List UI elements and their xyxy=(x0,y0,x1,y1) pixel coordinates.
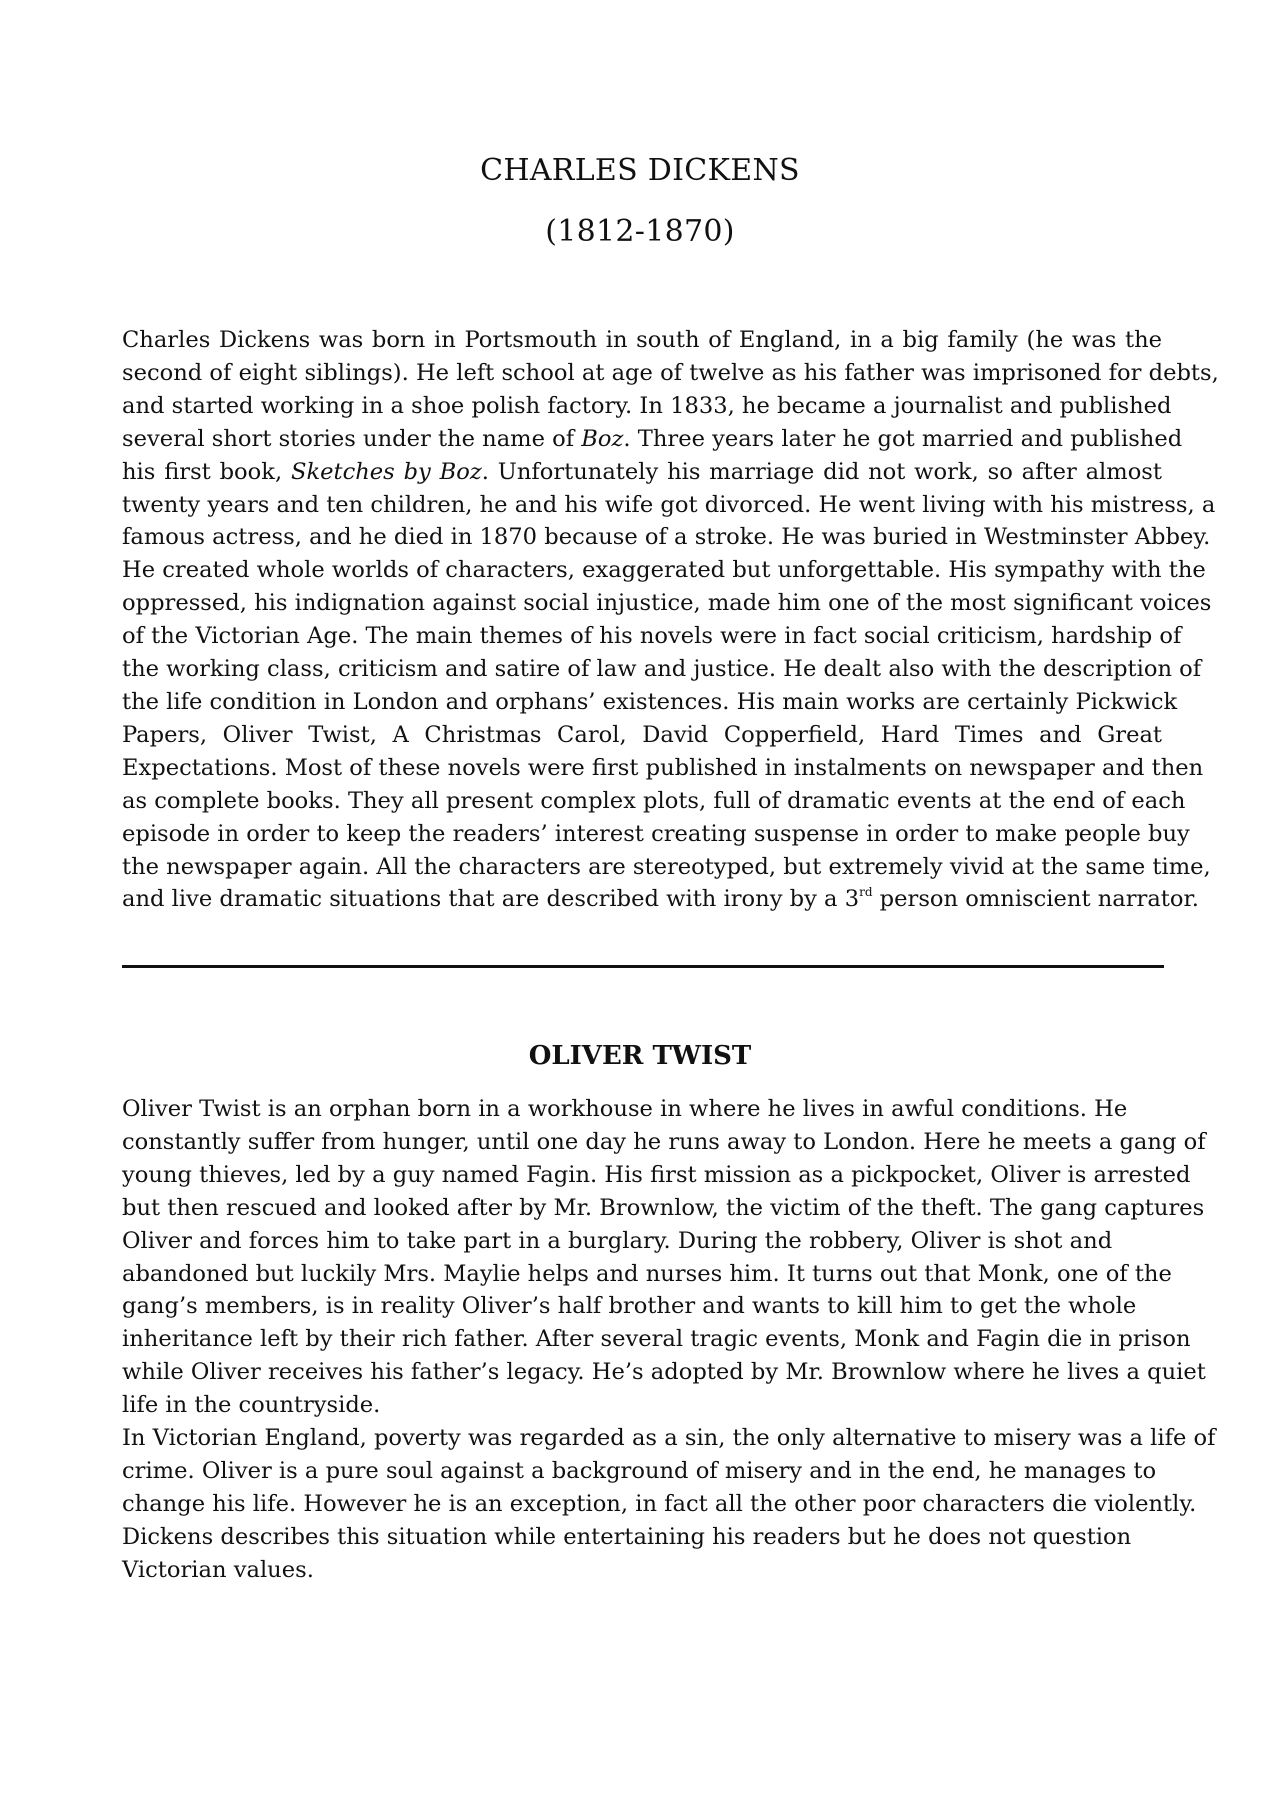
text-line: while Oliver receives his father’s legacy. He’s adopted by Mr. Brownlow where he lives a quiet xyxy=(122,1359,1206,1386)
text-line: He created whole worlds of characters, exaggerated but unforgettable. His sympathy with the xyxy=(122,557,1206,584)
text-line: constantly suffer from hunger, until one day he runs away to London. Here he meets a gang of xyxy=(122,1128,1206,1155)
biography-paragraph xyxy=(122,324,1219,916)
text-line: life in the countryside. xyxy=(122,1392,381,1419)
text-line: Oliver and forces him to take part in a burglary. During the robbery, Oliver is shot and xyxy=(122,1227,1113,1254)
text-line: In Victorian England, poverty was regarded as a sin, the only alternative to misery was a life of xyxy=(122,1425,1216,1452)
text-line: inheritance left by their rich father. After several tragic events, Monk and Fagin die in prison xyxy=(122,1326,1191,1353)
text-line: but then rescued and looked after by Mr. Brownlow, the victim of the theft. The gang captures xyxy=(122,1194,1205,1221)
page-title: CHARLES DICKENS xyxy=(480,153,800,188)
summary-paragraph xyxy=(122,1093,1216,1587)
life-years: (1812-1870) xyxy=(545,214,735,249)
text-line: Oliver Twist is an orphan born in a workhouse in where he lives in awful conditions. He xyxy=(122,1096,1128,1122)
text-line: oppressed, his indignation against social injustice, made him one of the most significant voices xyxy=(122,590,1212,617)
text-line: the working class, criticism and satire of law and justice. He dealt also with the description of xyxy=(122,656,1202,683)
text-line: his first book, Sketches by Boz. Unfortunately his marriage did not work, so after almost xyxy=(122,458,1162,485)
text-line: famous actress, and he died in 1870 because of a stroke. He was buried in Westminster Abbey. xyxy=(122,524,1211,551)
section-divider xyxy=(122,965,1164,968)
text-line: twenty years and ten children, he and his wife got divorced. He went living with his mistress, a xyxy=(122,491,1216,518)
text-line: Expectations. Most of these novels were first published in instalments on newspaper and then xyxy=(122,754,1204,781)
text-line: and started working in a shoe polish factory. In 1833, he became a journalist and published xyxy=(122,392,1172,419)
text-line: Papers, Oliver Twist, A Christmas Carol, David Copperfield, Hard Times and Great xyxy=(122,721,1162,748)
text-line: Victorian values. xyxy=(122,1556,314,1583)
text-line: episode in order to keep the readers’ interest creating suspense in order to make people buy xyxy=(122,820,1190,847)
text-line: young thieves, led by a guy named Fagin. His first mission as a pickpocket, Oliver is arrested xyxy=(122,1161,1191,1188)
text-line: Dickens describes this situation while entertaining his readers but he does not question xyxy=(122,1523,1132,1550)
text-line: as complete books. They all present complex plots, full of dramatic events at the end of each xyxy=(122,787,1186,814)
text-line: abandoned but luckily Mrs. Maylie helps and nurses him. It turns out that Monk, one of the xyxy=(122,1260,1172,1287)
text-line: several short stories under the name of Boz. Three years later he got married and published xyxy=(122,425,1183,452)
text-line: and live dramatic situations that are described with irony by a 3rd person omniscient narrator. xyxy=(122,885,1199,913)
text-line: crime. Oliver is a pure soul against a background of misery and in the end, he manages to xyxy=(122,1457,1157,1484)
text-line: Charles Dickens was born in Portsmouth in south of England, in a big family (he was the xyxy=(122,327,1162,353)
text-line: the life condition in London and orphans’ existences. His main works are certainly Pickwick xyxy=(122,688,1178,715)
text-line: of the Victorian Age. The main themes of his novels were in fact social criticism, hardship of xyxy=(122,623,1182,650)
section-title: OLIVER TWIST xyxy=(528,1041,752,1071)
text-line: gang’s members, is in reality Oliver’s half brother and wants to kill him to get the whole xyxy=(122,1293,1137,1320)
text-line: the newspaper again. All the characters are stereotyped, but extremely vivid at the same time, xyxy=(122,853,1211,880)
text-line: change his life. However he is an exception, in fact all the other poor characters die violently. xyxy=(122,1490,1197,1517)
text-line: second of eight siblings). He left school at age of twelve as his father was imprisoned for debts, xyxy=(122,359,1219,386)
